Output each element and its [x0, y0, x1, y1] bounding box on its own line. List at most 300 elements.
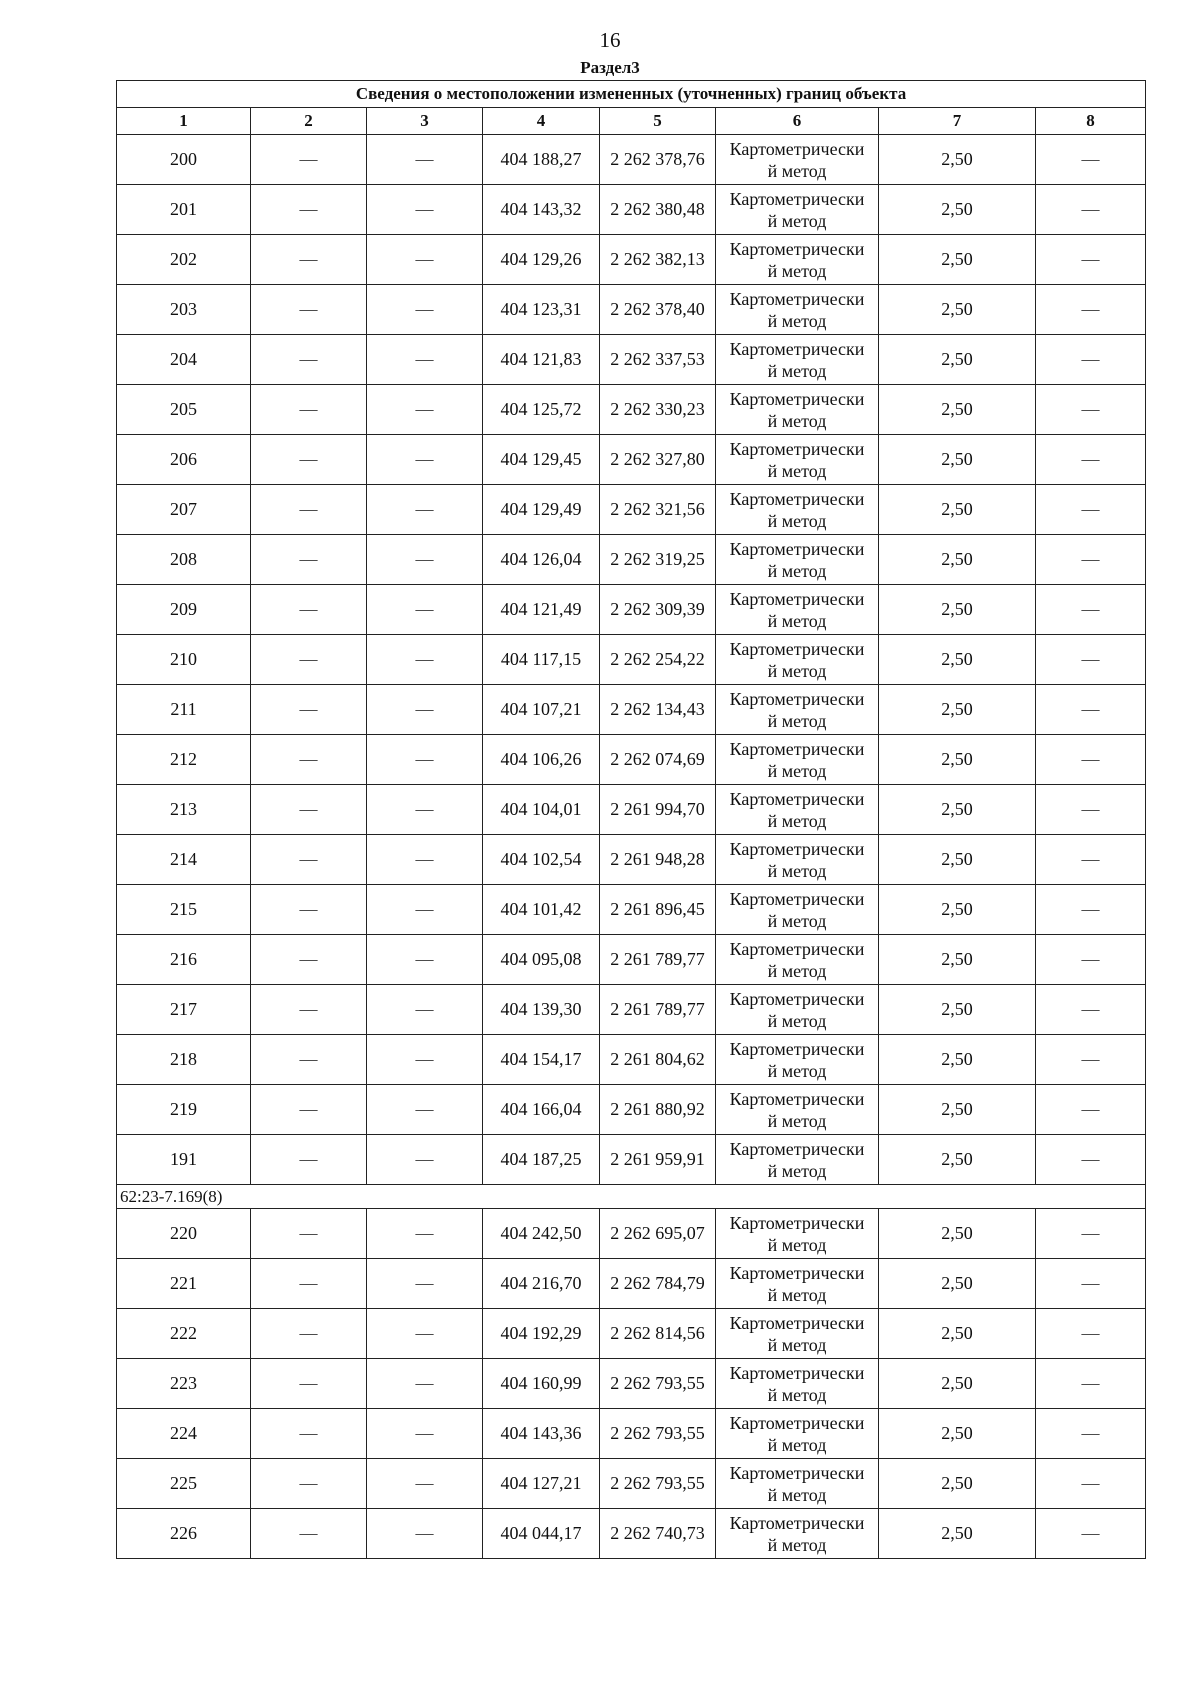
- table-row: [117, 1459, 1146, 1509]
- column-2-cell: —: [251, 1035, 367, 1085]
- column-2-cell: —: [251, 735, 367, 785]
- point-number-cell: 207: [117, 485, 251, 535]
- method-cell: [716, 835, 879, 885]
- method-cell: [716, 385, 879, 435]
- method-text-line2: й метод: [767, 210, 827, 231]
- method-cell: [716, 335, 879, 385]
- method-text-line2: й метод: [767, 1484, 827, 1505]
- column-3-cell: —: [367, 1085, 483, 1135]
- x-coordinate-cell: 404 160,99: [483, 1359, 600, 1409]
- x-coordinate-cell: 404 104,01: [483, 785, 600, 835]
- method-cell: [716, 1309, 879, 1359]
- column-3-cell: —: [367, 1509, 483, 1559]
- accuracy-cell: 2,50: [879, 135, 1036, 185]
- accuracy-cell: 2,50: [879, 485, 1036, 535]
- column-3-cell: —: [367, 835, 483, 885]
- x-coordinate-cell: 404 129,49: [483, 485, 600, 535]
- column-8-cell: —: [1036, 1209, 1146, 1259]
- column-2-cell: —: [251, 1209, 367, 1259]
- method-cell: [716, 235, 879, 285]
- column-8-cell: —: [1036, 485, 1146, 535]
- method-text-line2: й метод: [767, 1110, 827, 1131]
- y-coordinate-cell: 2 262 378,40: [600, 285, 716, 335]
- accuracy-cell: 2,50: [879, 285, 1036, 335]
- accuracy-cell: 2,50: [879, 935, 1036, 985]
- column-8-cell: —: [1036, 1509, 1146, 1559]
- method-text-line2: й метод: [767, 310, 827, 331]
- page-number: 16: [599, 28, 621, 52]
- column-3-cell: —: [367, 235, 483, 285]
- column-3-cell: —: [367, 935, 483, 985]
- method-cell: [716, 1409, 879, 1459]
- method-cell: [716, 735, 879, 785]
- column-number: 7: [879, 108, 1036, 135]
- column-3-cell: —: [367, 185, 483, 235]
- method-text-line1: Картометрически: [729, 1512, 865, 1533]
- column-3-cell: —: [367, 335, 483, 385]
- method-cell: [716, 1035, 879, 1085]
- method-cell: [716, 1509, 879, 1559]
- method-text-line1: Картометрически: [729, 188, 865, 209]
- table-row: [117, 335, 1146, 385]
- x-coordinate-cell: 404 102,54: [483, 835, 600, 885]
- method-text-line2: й метод: [767, 610, 827, 631]
- y-coordinate-cell: 2 261 789,77: [600, 935, 716, 985]
- column-3-cell: —: [367, 135, 483, 185]
- method-cell: [716, 1459, 879, 1509]
- method-text-line1: Картометрически: [729, 1212, 865, 1233]
- method-text-line1: Картометрически: [729, 1412, 865, 1433]
- point-number-cell: 200: [117, 135, 251, 185]
- y-coordinate-cell: 2 262 793,55: [600, 1409, 716, 1459]
- point-number-cell: 226: [117, 1509, 251, 1559]
- column-3-cell: —: [367, 1259, 483, 1309]
- table-row: [117, 1359, 1146, 1409]
- column-2-cell: —: [251, 685, 367, 735]
- x-coordinate-cell: 404 121,49: [483, 585, 600, 635]
- column-3-cell: —: [367, 635, 483, 685]
- method-text-line1: Картометрически: [729, 588, 865, 609]
- table-row: [117, 1409, 1146, 1459]
- column-8-cell: —: [1036, 885, 1146, 935]
- accuracy-cell: 2,50: [879, 635, 1036, 685]
- column-8-cell: —: [1036, 385, 1146, 435]
- table-row: [117, 635, 1146, 685]
- table-row: [117, 1309, 1146, 1359]
- column-2-cell: —: [251, 335, 367, 385]
- method-text-line2: й метод: [767, 260, 827, 281]
- column-2-cell: —: [251, 1309, 367, 1359]
- x-coordinate-cell: 404 107,21: [483, 685, 600, 735]
- column-2-cell: —: [251, 535, 367, 585]
- column-3-cell: —: [367, 1309, 483, 1359]
- x-coordinate-cell: 404 125,72: [483, 385, 600, 435]
- method-text-line1: Картометрически: [729, 1038, 865, 1059]
- accuracy-cell: 2,50: [879, 1085, 1036, 1135]
- table-row: [117, 935, 1146, 985]
- column-2-cell: —: [251, 935, 367, 985]
- column-number: 5: [600, 108, 716, 135]
- table-row: [117, 785, 1146, 835]
- column-3-cell: —: [367, 785, 483, 835]
- x-coordinate-cell: 404 129,45: [483, 435, 600, 485]
- point-number-cell: 213: [117, 785, 251, 835]
- accuracy-cell: 2,50: [879, 385, 1036, 435]
- column-8-cell: —: [1036, 235, 1146, 285]
- method-text-line1: Картометрически: [729, 738, 865, 759]
- method-cell: [716, 185, 879, 235]
- table-caption-row: [117, 81, 1146, 108]
- table-row: [117, 1509, 1146, 1559]
- method-text-line2: й метод: [767, 1010, 827, 1031]
- x-coordinate-cell: 404 242,50: [483, 1209, 600, 1259]
- column-8-cell: —: [1036, 435, 1146, 485]
- point-number-cell: 216: [117, 935, 251, 985]
- column-3-cell: —: [367, 885, 483, 935]
- y-coordinate-cell: 2 261 994,70: [600, 785, 716, 835]
- accuracy-cell: 2,50: [879, 885, 1036, 935]
- column-number: 6: [716, 108, 879, 135]
- column-8-cell: —: [1036, 1459, 1146, 1509]
- column-8-cell: —: [1036, 985, 1146, 1035]
- y-coordinate-cell: 2 262 784,79: [600, 1259, 716, 1309]
- accuracy-cell: 2,50: [879, 185, 1036, 235]
- accuracy-cell: 2,50: [879, 1035, 1036, 1085]
- y-coordinate-cell: 2 262 382,13: [600, 235, 716, 285]
- point-number-cell: 215: [117, 885, 251, 935]
- y-coordinate-cell: 2 261 880,92: [600, 1085, 716, 1135]
- method-text-line1: Картометрически: [729, 338, 865, 359]
- point-number-cell: 214: [117, 835, 251, 885]
- point-number-cell: 209: [117, 585, 251, 635]
- x-coordinate-cell: 404 187,25: [483, 1135, 600, 1185]
- column-number: 3: [367, 108, 483, 135]
- method-text-line1: Картометрически: [729, 288, 865, 309]
- y-coordinate-cell: 2 262 695,07: [600, 1209, 716, 1259]
- method-text-line1: Картометрически: [729, 1462, 865, 1483]
- column-8-cell: —: [1036, 335, 1146, 385]
- column-2-cell: —: [251, 835, 367, 885]
- y-coordinate-cell: 2 262 327,80: [600, 435, 716, 485]
- x-coordinate-cell: 404 123,31: [483, 285, 600, 335]
- column-3-cell: —: [367, 1035, 483, 1085]
- column-8-cell: —: [1036, 1085, 1146, 1135]
- point-number-cell: 206: [117, 435, 251, 485]
- method-cell: [716, 1359, 879, 1409]
- accuracy-cell: 2,50: [879, 835, 1036, 885]
- table-row: [117, 885, 1146, 935]
- method-text-line2: й метод: [767, 560, 827, 581]
- column-2-cell: —: [251, 435, 367, 485]
- method-cell: [716, 785, 879, 835]
- method-text-line2: й метод: [767, 1060, 827, 1081]
- column-2-cell: —: [251, 135, 367, 185]
- column-2-cell: —: [251, 485, 367, 535]
- x-coordinate-cell: 404 143,36: [483, 1409, 600, 1459]
- point-number-cell: 221: [117, 1259, 251, 1309]
- column-number: 4: [483, 108, 600, 135]
- method-text-line2: й метод: [767, 1384, 827, 1405]
- x-coordinate-cell: 404 127,21: [483, 1459, 600, 1509]
- column-3-cell: —: [367, 435, 483, 485]
- method-text-line1: Картометрически: [729, 1088, 865, 1109]
- column-8-cell: —: [1036, 135, 1146, 185]
- method-text-line2: й метод: [767, 360, 827, 381]
- column-3-cell: —: [367, 735, 483, 785]
- point-number-cell: 210: [117, 635, 251, 685]
- column-8-cell: —: [1036, 1259, 1146, 1309]
- table-row: [117, 1085, 1146, 1135]
- column-3-cell: —: [367, 385, 483, 435]
- method-cell: [716, 1209, 879, 1259]
- y-coordinate-cell: 2 262 074,69: [600, 735, 716, 785]
- method-text-line2: й метод: [767, 1284, 827, 1305]
- table-row: [117, 535, 1146, 585]
- method-cell: [716, 435, 879, 485]
- method-text-line1: Картометрически: [729, 238, 865, 259]
- y-coordinate-cell: 2 261 948,28: [600, 835, 716, 885]
- method-cell: [716, 685, 879, 735]
- table-row: [117, 385, 1146, 435]
- column-3-cell: —: [367, 485, 483, 535]
- x-coordinate-cell: 404 121,83: [483, 335, 600, 385]
- table-row: [117, 1035, 1146, 1085]
- point-number-cell: 203: [117, 285, 251, 335]
- method-text-line2: й метод: [767, 810, 827, 831]
- method-cell: [716, 1135, 879, 1185]
- method-text-line2: й метод: [767, 1234, 827, 1255]
- point-number-cell: 225: [117, 1459, 251, 1509]
- method-text-line2: й метод: [767, 160, 827, 181]
- method-cell: [716, 1085, 879, 1135]
- x-coordinate-cell: 404 166,04: [483, 1085, 600, 1135]
- table-row: [117, 585, 1146, 635]
- method-text-line1: Картометрически: [729, 988, 865, 1009]
- point-number-cell: 211: [117, 685, 251, 735]
- method-cell: [716, 585, 879, 635]
- point-number-cell: 219: [117, 1085, 251, 1135]
- column-2-cell: —: [251, 1359, 367, 1409]
- table-row: [117, 1259, 1146, 1309]
- accuracy-cell: 2,50: [879, 585, 1036, 635]
- x-coordinate-cell: 404 117,15: [483, 635, 600, 685]
- method-cell: [716, 1259, 879, 1309]
- accuracy-cell: 2,50: [879, 735, 1036, 785]
- column-3-cell: —: [367, 985, 483, 1035]
- accuracy-cell: 2,50: [879, 1209, 1036, 1259]
- method-text-line2: й метод: [767, 460, 827, 481]
- y-coordinate-cell: 2 262 337,53: [600, 335, 716, 385]
- method-text-line2: й метод: [767, 1334, 827, 1355]
- accuracy-cell: 2,50: [879, 1135, 1036, 1185]
- accuracy-cell: 2,50: [879, 685, 1036, 735]
- column-8-cell: —: [1036, 1135, 1146, 1185]
- point-number-cell: 223: [117, 1359, 251, 1409]
- column-2-cell: —: [251, 385, 367, 435]
- accuracy-cell: 2,50: [879, 1309, 1036, 1359]
- accuracy-cell: 2,50: [879, 335, 1036, 385]
- method-text-line1: Картометрически: [729, 488, 865, 509]
- column-8-cell: —: [1036, 635, 1146, 685]
- point-number-cell: 217: [117, 985, 251, 1035]
- y-coordinate-cell: 2 261 896,45: [600, 885, 716, 935]
- method-text-line1: Картометрически: [729, 1312, 865, 1333]
- column-8-cell: —: [1036, 185, 1146, 235]
- column-8-cell: —: [1036, 785, 1146, 835]
- column-3-cell: —: [367, 1409, 483, 1459]
- method-text-line2: й метод: [767, 760, 827, 781]
- method-text-line2: й метод: [767, 960, 827, 981]
- accuracy-cell: 2,50: [879, 985, 1036, 1035]
- column-3-cell: —: [367, 1459, 483, 1509]
- y-coordinate-cell: 2 262 134,43: [600, 685, 716, 735]
- y-coordinate-cell: 2 262 321,56: [600, 485, 716, 535]
- column-number-row: [117, 108, 1146, 135]
- column-number: 1: [117, 108, 251, 135]
- method-cell: [716, 635, 879, 685]
- method-text-line2: й метод: [767, 910, 827, 931]
- point-number-cell: 224: [117, 1409, 251, 1459]
- point-number-cell: 208: [117, 535, 251, 585]
- column-2-cell: —: [251, 285, 367, 335]
- accuracy-cell: 2,50: [879, 1359, 1036, 1409]
- column-2-cell: —: [251, 185, 367, 235]
- method-text-line1: Картометрически: [729, 838, 865, 859]
- column-2-cell: —: [251, 1085, 367, 1135]
- method-text-line2: й метод: [767, 710, 827, 731]
- y-coordinate-cell: 2 262 330,23: [600, 385, 716, 435]
- method-cell: [716, 135, 879, 185]
- column-2-cell: —: [251, 885, 367, 935]
- y-coordinate-cell: 2 261 789,77: [600, 985, 716, 1035]
- column-2-cell: —: [251, 235, 367, 285]
- table-row: [117, 685, 1146, 735]
- column-2-cell: —: [251, 635, 367, 685]
- x-coordinate-cell: 404 129,26: [483, 235, 600, 285]
- method-text-line2: й метод: [767, 510, 827, 531]
- method-text-line2: й метод: [767, 410, 827, 431]
- accuracy-cell: 2,50: [879, 1259, 1036, 1309]
- x-coordinate-cell: 404 044,17: [483, 1509, 600, 1559]
- point-number-cell: 218: [117, 1035, 251, 1085]
- accuracy-cell: 2,50: [879, 235, 1036, 285]
- method-text-line1: Картометрически: [729, 888, 865, 909]
- column-3-cell: —: [367, 1209, 483, 1259]
- column-2-cell: —: [251, 1409, 367, 1459]
- column-2-cell: —: [251, 985, 367, 1035]
- x-coordinate-cell: 404 143,32: [483, 185, 600, 235]
- column-8-cell: —: [1036, 685, 1146, 735]
- method-cell: [716, 285, 879, 335]
- table-row: [117, 1135, 1146, 1185]
- column-8-cell: —: [1036, 585, 1146, 635]
- table-row: [117, 135, 1146, 185]
- column-8-cell: —: [1036, 1035, 1146, 1085]
- method-text-line2: й метод: [767, 660, 827, 681]
- point-number-cell: 220: [117, 1209, 251, 1259]
- group-header-row: [117, 1185, 1146, 1209]
- table-row: [117, 835, 1146, 885]
- column-8-cell: —: [1036, 735, 1146, 785]
- accuracy-cell: 2,50: [879, 785, 1036, 835]
- method-text-line1: Картометрически: [729, 138, 865, 159]
- column-3-cell: —: [367, 1135, 483, 1185]
- y-coordinate-cell: 2 262 380,48: [600, 185, 716, 235]
- x-coordinate-cell: 404 139,30: [483, 985, 600, 1035]
- x-coordinate-cell: 404 106,26: [483, 735, 600, 785]
- x-coordinate-cell: 404 101,42: [483, 885, 600, 935]
- column-3-cell: —: [367, 285, 483, 335]
- table-row: [117, 185, 1146, 235]
- column-number: 8: [1036, 108, 1146, 135]
- point-number-cell: 204: [117, 335, 251, 385]
- x-coordinate-cell: 404 126,04: [483, 535, 600, 585]
- accuracy-cell: 2,50: [879, 1509, 1036, 1559]
- table-row: [117, 235, 1146, 285]
- column-3-cell: —: [367, 1359, 483, 1409]
- method-text-line1: Картометрически: [729, 938, 865, 959]
- method-text-line1: Картометрически: [729, 1138, 865, 1159]
- x-coordinate-cell: 404 095,08: [483, 935, 600, 985]
- table-row: [117, 735, 1146, 785]
- y-coordinate-cell: 2 262 319,25: [600, 535, 716, 585]
- column-8-cell: —: [1036, 1409, 1146, 1459]
- y-coordinate-cell: 2 261 959,91: [600, 1135, 716, 1185]
- x-coordinate-cell: 404 216,70: [483, 1259, 600, 1309]
- point-number-cell: 202: [117, 235, 251, 285]
- method-text-line1: Картометрически: [729, 1362, 865, 1383]
- coordinates-table: [116, 80, 1146, 1559]
- table-caption: Сведения о местоположении измененных (уточненных) границ объекта: [117, 81, 1146, 108]
- method-cell: [716, 535, 879, 585]
- column-2-cell: —: [251, 1509, 367, 1559]
- column-2-cell: —: [251, 1459, 367, 1509]
- column-2-cell: —: [251, 585, 367, 635]
- column-8-cell: —: [1036, 835, 1146, 885]
- method-text-line2: й метод: [767, 1160, 827, 1181]
- method-text-line2: й метод: [767, 1434, 827, 1455]
- table-row: [117, 1209, 1146, 1259]
- method-text-line1: Картометрически: [729, 788, 865, 809]
- point-number-cell: 212: [117, 735, 251, 785]
- point-number-cell: 222: [117, 1309, 251, 1359]
- accuracy-cell: 2,50: [879, 535, 1036, 585]
- x-coordinate-cell: 404 154,17: [483, 1035, 600, 1085]
- y-coordinate-cell: 2 262 740,73: [600, 1509, 716, 1559]
- table-body: [117, 135, 1146, 1559]
- table-row: [117, 285, 1146, 335]
- x-coordinate-cell: 404 188,27: [483, 135, 600, 185]
- method-cell: [716, 935, 879, 985]
- column-8-cell: —: [1036, 1309, 1146, 1359]
- x-coordinate-cell: 404 192,29: [483, 1309, 600, 1359]
- column-8-cell: —: [1036, 535, 1146, 585]
- point-number-cell: 201: [117, 185, 251, 235]
- section-title: Раздел3: [580, 58, 640, 77]
- y-coordinate-cell: 2 262 378,76: [600, 135, 716, 185]
- column-8-cell: —: [1036, 935, 1146, 985]
- method-text-line2: й метод: [767, 1534, 827, 1555]
- table-row: [117, 985, 1146, 1035]
- method-cell: [716, 885, 879, 935]
- method-cell: [716, 985, 879, 1035]
- column-8-cell: —: [1036, 1359, 1146, 1409]
- y-coordinate-cell: 2 262 814,56: [600, 1309, 716, 1359]
- method-text-line2: й метод: [767, 860, 827, 881]
- y-coordinate-cell: 2 261 804,62: [600, 1035, 716, 1085]
- accuracy-cell: 2,50: [879, 435, 1036, 485]
- column-8-cell: —: [1036, 285, 1146, 335]
